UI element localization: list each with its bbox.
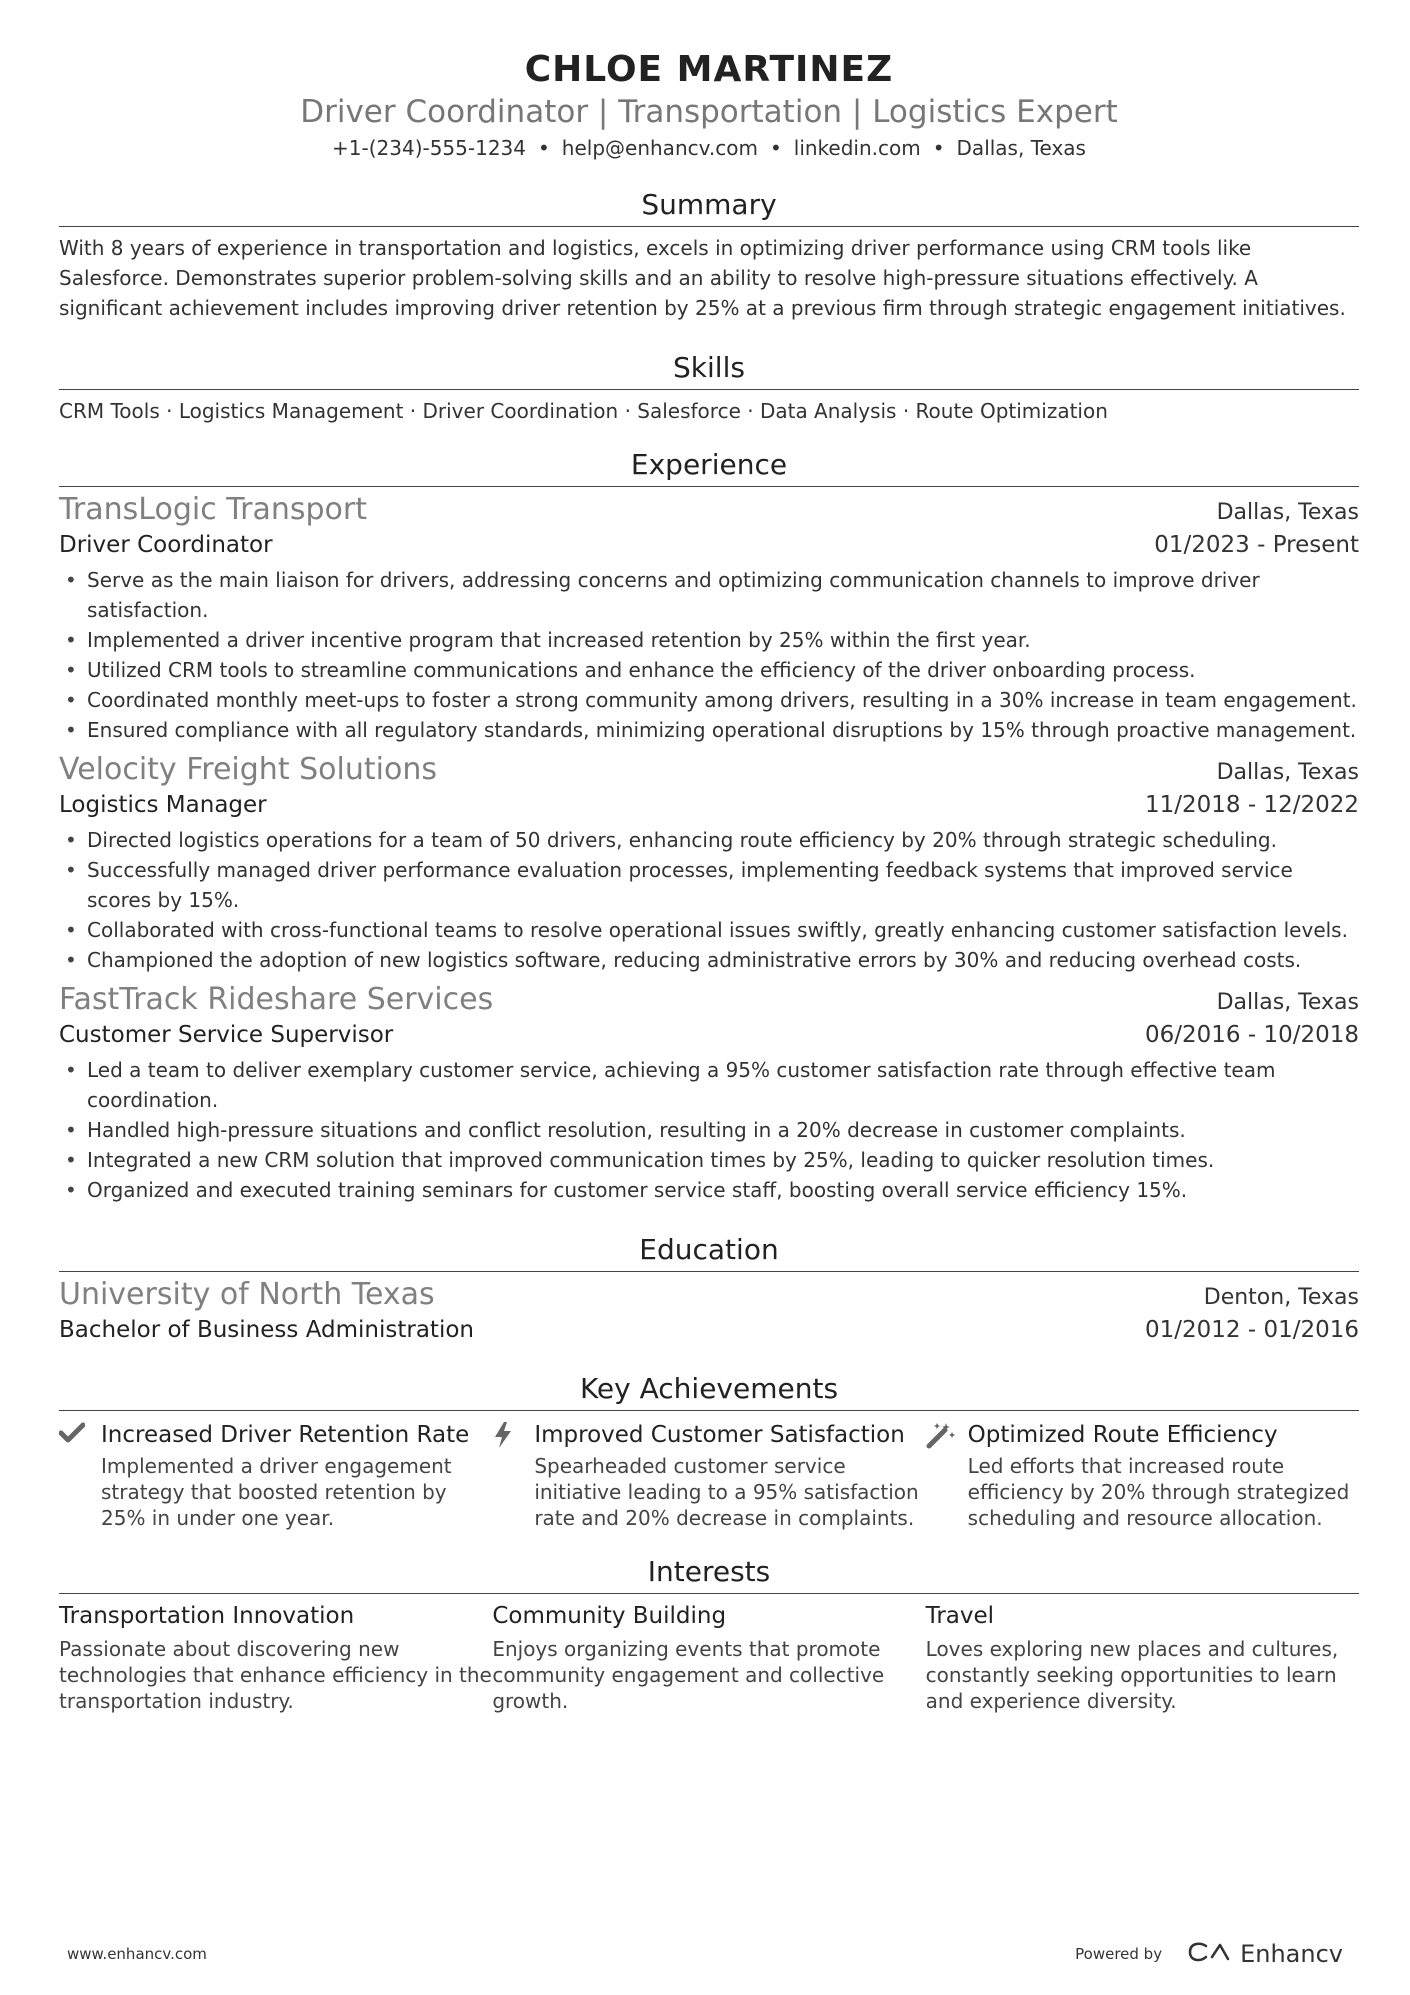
school-location: Denton, Texas [1203,1285,1359,1310]
separator: • [769,136,782,160]
bullet-item: • Utilized CRM tools to streamline communications and enhance the efficiency of the driver onboarding process. [87,655,1359,685]
website-link[interactable]: www.enhancv.com [67,1945,207,1963]
interest-desc: Passionate about discovering new technologies that enhance efficiency in the transportation industry. [59,1637,492,1713]
powered-by-label: Powered by [1075,1945,1163,1963]
linkedin-link[interactable]: linkedin.com [793,136,921,160]
bullet-item: • Integrated a new CRM solution that improved communication times by 25%, leading to quicker resolution times. [87,1145,1359,1175]
summary-text: With 8 years of experience in transportation and logistics, excels in optimizing driver performance using CRM tools like Salesforce. Demonstrates superior problem-solving skills and an ability to resolve high-pressure situations effectively. A significant achievement includes improving driver retention by 25% at a previous firm through strategic engagement initiatives. [59,236,1346,320]
job-bullets [59,565,1359,745]
bullet-item: • Successfully managed driver performance evaluation processes, implementing feedback systems that improved service scores by 15%. [87,855,1359,915]
bullet-item: • Championed the adoption of new logistics software, reducing administrative errors by 30% and reducing overhead costs. [87,945,1359,975]
summary-section [59,186,1359,323]
lightning-icon [492,1419,534,1531]
job-role: Driver Coordinator [59,532,273,558]
interest-item [926,1600,1359,1714]
education-dates: 01/2012 - 01/2016 [1144,1317,1359,1343]
company-name: Velocity Freight Solutions [59,752,437,787]
achievements-section [59,1370,1359,1531]
company-name: FastTrack Rideshare Services [59,982,494,1017]
job-bullets [59,825,1359,975]
bullet-item: • Directed logistics operations for a team of 50 drivers, enhancing route efficiency by 20% through strategic scheduling. [87,825,1359,855]
company-name: TransLogic Transport [59,492,367,527]
phone: +1-(234)-555-1234 [332,136,526,160]
brand-block [1075,1940,1343,1968]
section-heading: Key Achievements [59,1370,1359,1411]
degree: Bachelor of Business Administration [59,1317,474,1343]
interest-item [59,1600,492,1714]
interest-title: Transportation Innovation [59,1603,355,1629]
achievement-desc: Implemented a driver engagement strategy that boosted retention by 25% in under one year. [101,1454,452,1530]
interest-title: Community Building [492,1603,727,1629]
job-role: Logistics Manager [59,792,267,818]
page-footer [67,1940,1343,1968]
achievement-title: Increased Driver Retention Rate [101,1422,470,1448]
school-name: University of North Texas [59,1277,435,1312]
bullet-item: • Collaborated with cross-functional teams to resolve operational issues swiftly, greatly enhancing customer satisfaction levels. [87,915,1359,945]
bullet-item: • Implemented a driver incentive program that increased retention by 25% within the first year. [87,625,1359,655]
contact-line [59,134,1359,162]
bullet-item: • Coordinated monthly meet-ups to foster a strong community among drivers, resulting in a 30% increase in team engagement. [87,685,1359,715]
section-heading: Education [59,1231,1359,1272]
candidate-name: CHLOE MARTINEZ [524,49,894,90]
achievement-desc: Spearheaded customer service initiative leading to a 95% satisfaction rate and 20% decrease in complaints. [534,1454,919,1530]
job-dates: 11/2018 - 12/2022 [1144,792,1359,818]
job-entry [59,981,1359,1205]
job-location: Dallas, Texas [1216,760,1359,785]
magic-wand-icon [926,1419,968,1531]
job-location: Dallas, Texas [1216,500,1359,525]
separator: • [932,136,945,160]
experience-section [59,446,1359,1205]
bullet-item: • Serve as the main liaison for drivers, addressing concerns and optimizing communication channels to improve driver satisfaction. [87,565,1359,625]
resume-page [59,0,1359,1714]
bullet-item: • Led a team to deliver exemplary customer service, achieving a 95% customer satisfaction rate through effective team coordination. [87,1055,1359,1115]
brand-name: Enhancv [1240,1940,1343,1968]
job-entry [59,491,1359,745]
job-location: Dallas, Texas [1216,990,1359,1015]
achievement-title: Optimized Route Efficiency [967,1422,1278,1448]
job-bullets [59,1055,1359,1205]
checkmark-icon [59,1419,101,1531]
job-role: Customer Service Supervisor [59,1022,394,1048]
interest-item [492,1600,925,1714]
job-dates: 06/2016 - 10/2018 [1144,1022,1359,1048]
interest-desc: Loves exploring new places and cultures, constantly seeking opportunities to learn and experience diversity. [925,1637,1339,1713]
achievement-item [926,1419,1359,1531]
section-heading: Experience [59,446,1359,487]
skills-section [59,349,1359,426]
achievement-title: Improved Customer Satisfaction [534,1422,905,1448]
job-entry [59,751,1359,975]
achievement-item [492,1419,925,1531]
job-dates: 01/2023 - Present [1154,532,1359,558]
email-link[interactable]: help@enhancv.com [561,136,758,160]
interests-section [59,1553,1359,1714]
skills-text: CRM Tools · Logistics Management · Driver Coordination · Salesforce · Data Analysis · Route Optimization [59,399,1108,423]
bullet-item: • Ensured compliance with all regulatory standards, minimizing operational disruptions by 15% through proactive management. [87,715,1359,745]
education-entry [59,1276,1359,1346]
education-section [59,1231,1359,1346]
achievement-desc: Led efforts that increased route efficiency by 20% through strategized scheduling and resource allocation. [967,1454,1350,1530]
bullet-item: • Handled high-pressure situations and conflict resolution, resulting in a 20% decrease in customer complaints. [87,1115,1359,1145]
section-heading: Summary [59,186,1359,227]
interest-desc: Enjoys organizing events that promote community engagement and collective growth. [492,1637,885,1713]
candidate-title: Driver Coordinator | Transportation | Logistics Expert [300,94,1118,130]
enhancv-logo-icon [1186,1941,1232,1967]
section-heading: Interests [59,1553,1359,1594]
resume-header [59,0,1359,162]
location: Dallas, Texas [956,136,1086,160]
interest-title: Travel [925,1603,995,1629]
separator: • [538,136,550,160]
achievement-item [59,1419,492,1531]
bullet-item: • Organized and executed training seminars for customer service staff, boosting overall service efficiency 15%. [87,1175,1359,1205]
section-heading: Skills [59,349,1359,390]
